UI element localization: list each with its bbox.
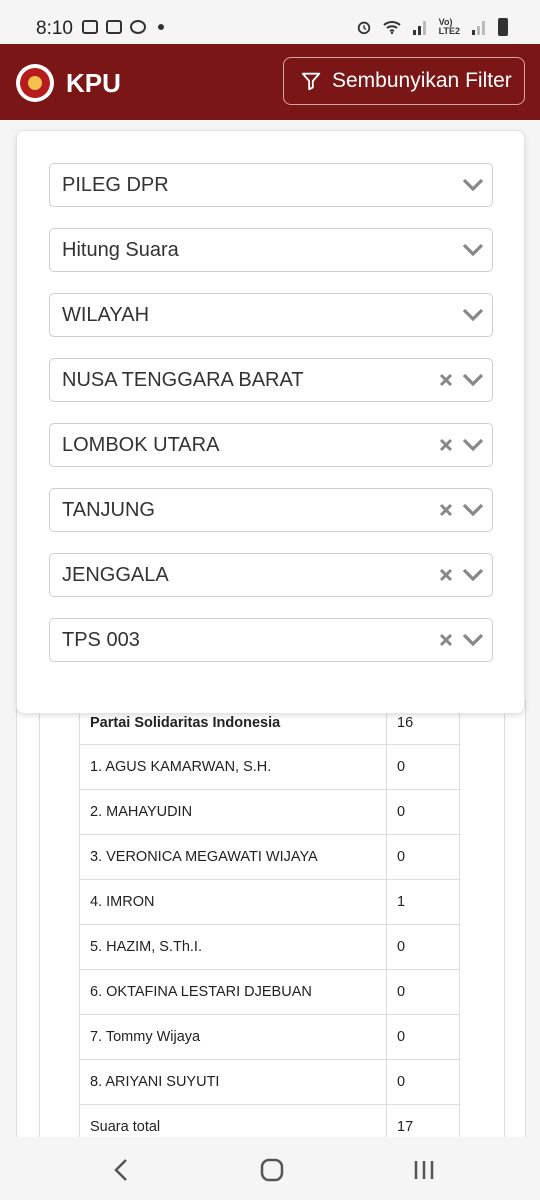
recent-apps-icon (412, 1158, 436, 1182)
chevron-down-icon (462, 308, 484, 322)
select-value: Hitung Suara (62, 238, 179, 261)
table-row (40, 880, 460, 925)
table-row (40, 835, 460, 880)
select-value: WILAYAH (62, 303, 150, 326)
gallery-icon (82, 20, 98, 34)
table-row (40, 1060, 460, 1105)
table-row (40, 745, 460, 790)
election-type-select[interactable] (49, 163, 493, 207)
close-icon[interactable] (438, 437, 454, 453)
candidate-name: 5. HAZIM, S.Th.I. (80, 925, 387, 970)
table-row (40, 1015, 460, 1060)
hide-filter-button[interactable] (283, 57, 525, 105)
status-time: 8:10 (36, 18, 73, 39)
select-value: NUSA TENGGARA BARAT (62, 368, 304, 391)
region-select[interactable] (49, 293, 493, 337)
candidate-votes: 1 (387, 880, 460, 925)
candidate-name: 6. OKTAFINA LESTARI DJEBUAN (80, 970, 387, 1015)
signal-icon (411, 19, 429, 35)
back-icon (113, 1158, 129, 1182)
briefcase-icon (106, 20, 122, 34)
chevron-down-icon (462, 243, 484, 257)
back-button[interactable] (106, 1155, 136, 1185)
select-value: JENGGALA (62, 563, 169, 586)
total-label: Suara total (80, 1105, 387, 1150)
battery-icon (498, 18, 508, 36)
funnel-icon (300, 70, 322, 92)
party-name: Partai Solidaritas Indonesia (80, 701, 387, 745)
candidate-votes: 0 (387, 1015, 460, 1060)
close-icon[interactable] (438, 372, 454, 388)
table-row (40, 970, 460, 1015)
candidate-votes: 0 (387, 1060, 460, 1105)
alarm-icon (355, 19, 373, 35)
close-icon[interactable] (438, 502, 454, 518)
results-table (39, 700, 460, 1150)
candidate-votes: 0 (387, 835, 460, 880)
select-value: LOMBOK UTARA (62, 433, 220, 456)
app-header (0, 44, 540, 120)
candidate-name: 4. IMRON (80, 880, 387, 925)
village-select[interactable] (49, 553, 493, 597)
regency-select[interactable] (49, 423, 493, 467)
candidate-name: 7. Tommy Wijaya (80, 1015, 387, 1060)
candidate-name: 2. MAHAYUDIN (80, 790, 387, 835)
wifi-icon (383, 19, 401, 35)
whatsapp-icon (130, 20, 146, 34)
chevron-down-icon (462, 568, 484, 582)
home-icon (260, 1158, 284, 1182)
filter-panel (16, 130, 525, 714)
close-icon[interactable] (438, 632, 454, 648)
home-button[interactable] (257, 1155, 287, 1185)
network-type-label: Vo) LTE2 (438, 17, 460, 36)
system-nav-bar (0, 1137, 540, 1200)
app-title: KPU (66, 68, 121, 98)
close-icon[interactable] (438, 567, 454, 583)
more-dot-icon (158, 24, 164, 30)
candidate-name: 8. ARIYANI SUYUTI (80, 1060, 387, 1105)
candidate-name: 1. AGUS KAMARWAN, S.H. (80, 745, 387, 790)
recent-apps-button[interactable] (409, 1155, 439, 1185)
chevron-down-icon (462, 373, 484, 387)
select-value: PILEG DPR (62, 173, 169, 196)
party-number (40, 701, 80, 1150)
total-votes: 17 (387, 1105, 460, 1150)
system-icons (355, 18, 508, 36)
candidate-name: 3. VERONICA MEGAWATI WIJAYA (80, 835, 387, 880)
candidate-votes: 0 (387, 970, 460, 1015)
results-panel (16, 700, 526, 1137)
party-votes: 16 (387, 701, 460, 745)
select-value: TPS 003 (62, 628, 140, 651)
signal-2-icon (470, 19, 488, 35)
province-select[interactable] (49, 358, 493, 402)
select-value: TANJUNG (62, 498, 155, 521)
notification-icons (82, 20, 164, 34)
candidate-votes: 0 (387, 745, 460, 790)
kpu-logo (16, 64, 54, 102)
data-type-select[interactable] (49, 228, 493, 272)
chevron-down-icon (462, 633, 484, 647)
chevron-down-icon (462, 178, 484, 192)
candidate-votes: 0 (387, 790, 460, 835)
status-bar (0, 0, 540, 44)
district-select[interactable] (49, 488, 493, 532)
hide-filter-label: Sembunyikan Filter (332, 69, 512, 92)
chevron-down-icon (462, 438, 484, 452)
candidate-votes: 0 (387, 925, 460, 970)
polling-station-select[interactable] (49, 618, 493, 662)
table-row (40, 790, 460, 835)
table-row (40, 925, 460, 970)
chevron-down-icon (462, 503, 484, 517)
